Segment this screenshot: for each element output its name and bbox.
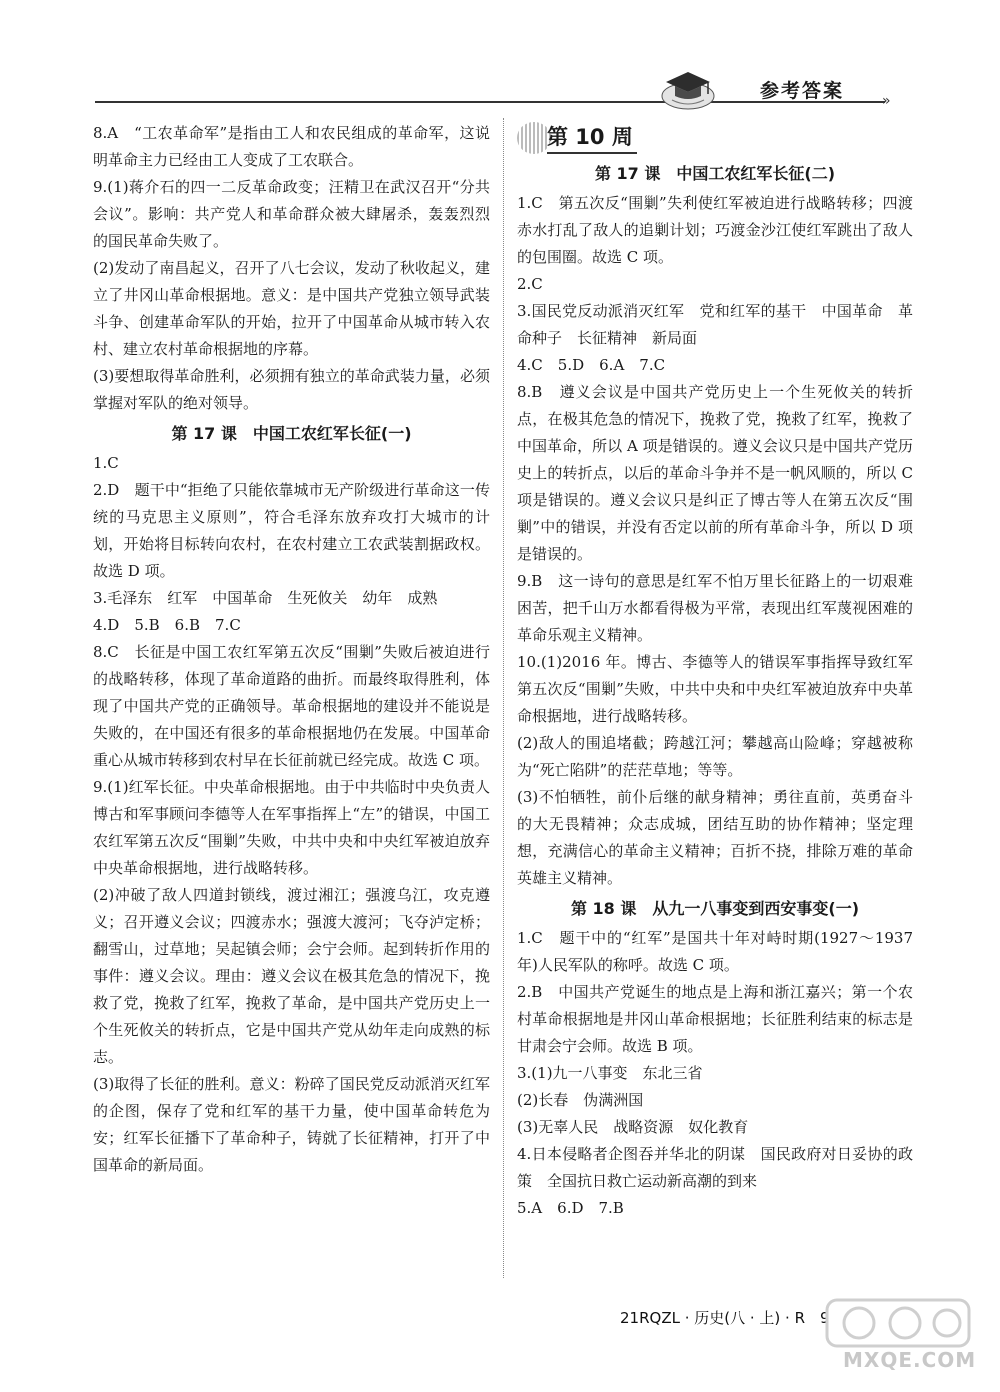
answer-paragraph: 5.A 6.D 7.B — [517, 1199, 624, 1217]
answer-paragraph: 8.C 长征是中国工农红军第五次反“围剿”失败后被迫进行的战略转移，体现了革命道路的曲折。而最终取得胜利，体现了中国共产党的正确领导。革命根据地的建设并不能说是失败的，在中国还有很多的革命根据地仍在发展。中国革命重心从城市转移到农村早在长征前就已经完成。故选 C 项。 — [93, 643, 490, 769]
answer-paragraph: 1.C 题干中的“红军”是国共十年对峙时期(1927～1937 年)人民军队的称呼。故选 C 项。 — [517, 929, 913, 974]
answer-paragraph: 9.(1)红军长征。中央革命根据地。由于中共临时中央负责人博古和军事顾问李德等人在军事指挥上“左”的错误，中国工农红军第五次反“围剿”失败，中共中央和中央红军被迫放弃中央革命根据地，进行战略转移。 — [93, 778, 490, 877]
answer-paragraph: 1.C — [93, 454, 119, 472]
right-column — [517, 120, 913, 1222]
answer-paragraph: 4.C 5.D 6.A 7.C — [517, 356, 666, 374]
answer-paragraph: (3)不怕牺牲，前仆后继的献身精神；勇往直前，英勇奋斗的大无畏精神；众志成城，团结互助的协作精神；坚定理想，充满信心的革命主义精神；百折不挠，排除万难的革命英雄主义精神。 — [517, 788, 913, 887]
answer-paragraph: 8.A “工农革命军”是指由工人和农民组成的革命军，这说明革命主力已经由工人变成了工农联合。 — [93, 124, 490, 169]
answer-paragraph: 9.B 这一诗句的意思是红军不怕万里长征路上的一切艰难困苦，把千山万水都看得极为平常，表现出红军蔑视困难的革命乐观主义精神。 — [517, 572, 913, 644]
lesson-heading: 第 17 课 中国工农红军长征(一) — [171, 424, 412, 443]
answer-paragraph: 3.国民党反动派消灭红军 党和红军的基干 中国革命 革命种子 长征精神 新局面 — [517, 302, 913, 347]
answer-paragraph: 9.(1)蒋介石的四一二反革命政变；汪精卫在武汉召开“分共会议”。影响：共产党人和革命群众被大肆屠杀，轰轰烈烈的国民革命失败了。 — [93, 178, 490, 250]
week-underline — [547, 152, 637, 154]
watermark-text: MXQE.COM — [843, 1348, 977, 1372]
week-heading — [517, 120, 913, 156]
header-arrow: » — [882, 93, 891, 109]
answer-paragraph: 4.D 5.B 6.B 7.C — [93, 616, 241, 634]
header-title: 参考答案 — [760, 80, 845, 102]
answer-paragraph: (3)无辜人民 战略资源 奴化教育 — [517, 1118, 749, 1136]
answer-paragraph: (2)发动了南昌起义，召开了八七会议，发动了秋收起义，建立了井冈山革命根据地。意义：是中国共产党独立领导武装斗争、创建革命军队的开始，拉开了中国革命从城市转入农村、建立农村革命根据地的序幕。 — [93, 259, 490, 358]
answer-paragraph: (2)长春 伪满洲国 — [517, 1091, 644, 1109]
answer-paragraph: 8.B 遵义会议是中国共产党历史上一个生死攸关的转折点，在极其危急的情况下，挽救了党，挽救了红军，挽救了中国革命，所以 A 项是错误的。遵义会议只是中国共产党历史上的转折点，以后的革命斗争并不是一帆风顺的，所以 C 项是错误的。遵义会议只是纠正了博古等人在第五次反“围剿”中的错误，并没有否定以前的所有革命斗争，所以 D 项是错误的。 — [517, 383, 913, 563]
answer-paragraph: 1.C 第五次反“围剿”失利使红军被迫进行战略转移；四渡赤水打乱了敌人的追剿计划；巧渡金沙江使红军跳出了敌人的包围圈。故选 C 项。 — [517, 194, 913, 266]
answer-paragraph: (2)敌人的围追堵截；跨越江河；攀越高山险峰；穿越被称为“死亡陷阱”的茫茫草地；等等。 — [517, 734, 913, 779]
lesson-heading: 第 18 课 从九一八事变到西安事变(一) — [570, 899, 860, 918]
answer-paragraph: 2.B 中国共产党诞生的地点是上海和浙江嘉兴；第一个农村革命根据地是井冈山革命根据地；长征胜利结束的标志是甘肃会宁会师。故选 B 项。 — [517, 983, 913, 1055]
answer-paragraph: (3)取得了长征的胜利。意义：粉碎了国民党反动派消灭红军的企图，保存了党和红军的基干力量，使中国革命转危为安；红军长征播下了革命种子，铸就了长征精神，打开了中国革命的新局面。 — [93, 1075, 490, 1174]
answer-paragraph: 4.日本侵略者企图吞并华北的阴谋 国民政府对日妥协的政策 全国抗日救亡运动新高潮的到来 — [517, 1145, 913, 1190]
left-column — [93, 120, 490, 1179]
column-divider — [503, 118, 504, 1278]
answer-paragraph: 2.D 题干中“拒绝了只能依靠城市无产阶级进行革命这一传统的马克思主义原则”，符合毛泽东放弃攻打大城市的计划，开始将目标转向农村，在农村建立工农武装割据政权。故选 D 项。 — [93, 481, 490, 580]
answer-paragraph: (3)要想取得革命胜利，必须拥有独立的革命武装力量，必须掌握对军队的绝对领导。 — [93, 367, 490, 412]
answer-paragraph: 2.C — [517, 275, 543, 293]
answer-paragraph: 3.(1)九一八事变 东北三省 — [517, 1064, 703, 1082]
right-column-answers — [517, 160, 913, 1222]
answer-paragraph: (2)冲破了敌人四道封锁线，渡过湘江；强渡乌江，攻克遵义；召开遵义会议；四渡赤水；强渡大渡河；飞夺泸定桥；翻雪山，过草地；吴起镇会师；会宁会师。起到转折作用的事件：遵义会议。理由：遵义会议在极其危急的情况下，挽救了党，挽救了红军，挽救了革命，是中国共产党历史上一个生死攸关的转折点，它是中国共产党从幼年走向成熟的标志。 — [93, 886, 490, 1066]
lesson-heading: 第 17 课 中国工农红军长征(二) — [594, 164, 836, 183]
answer-paragraph: 3.毛泽东 红军 中国革命 生死攸关 幼年 成熟 — [93, 589, 438, 607]
week-title: 第 10 周 — [547, 125, 633, 149]
answer-paragraph: 10.(1)2016 年。博古、李德等人的错误军事指挥导致红军第五次反“围剿”失败，中共中央和中央红军被迫放弃中央革命根据地，进行战略转移。 — [517, 653, 913, 725]
week-decoration-icon — [517, 122, 551, 154]
graduation-cap-icon — [660, 66, 716, 110]
footer-page-code: 21RQZL · 历史(八 · 上) · R 9 — [620, 1309, 830, 1327]
